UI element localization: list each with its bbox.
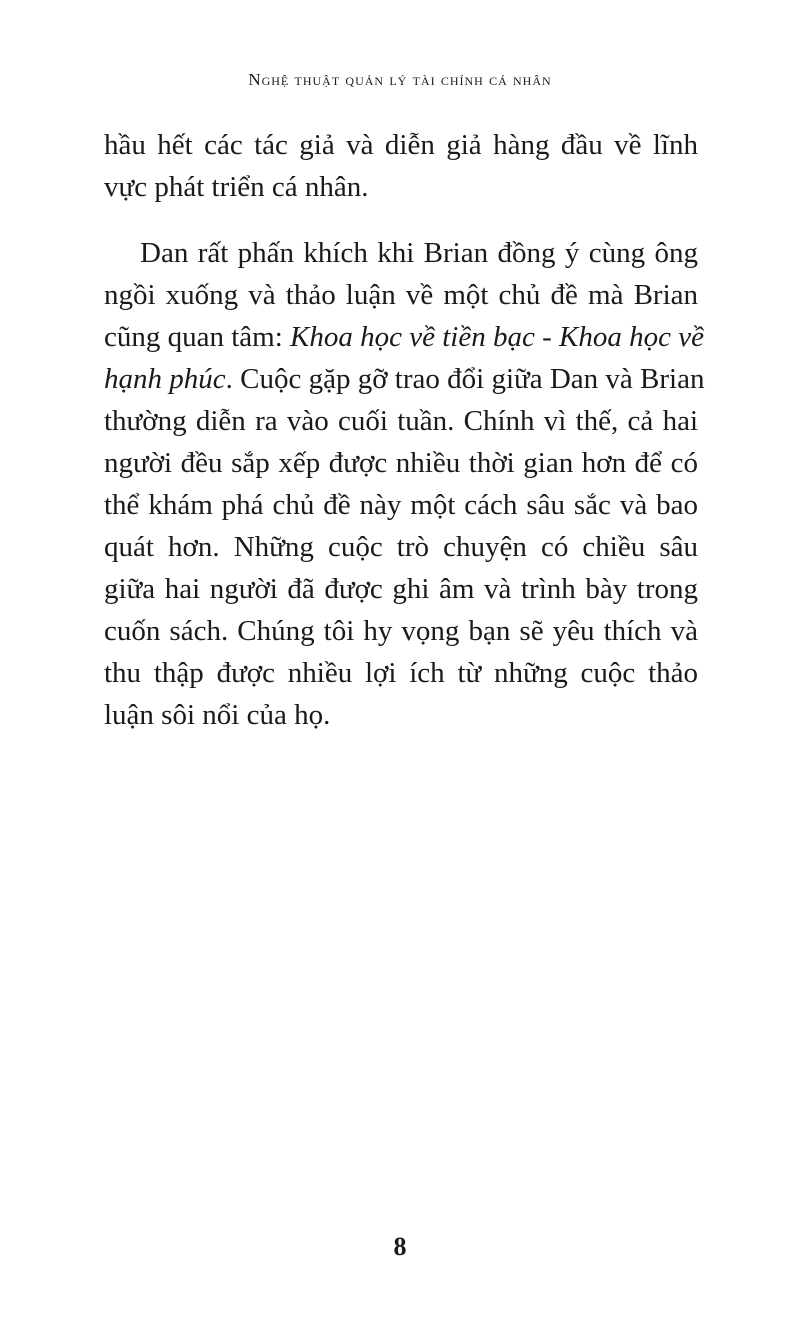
- paragraph-1: [104, 124, 698, 208]
- paragraph-1-line-1: hầu hết các tác giả và diễn giả hàng đầu về lĩnh: [104, 129, 698, 161]
- paragraph-2-line-4-plain: . Cuộc gặp gỡ trao đổi giữa Dan và Brian: [225, 363, 705, 395]
- paragraph-2-line-6: người đều sắp xếp được nhiều thời gian hơn để có: [104, 447, 698, 479]
- paragraph-2-line-10: cuốn sách. Chúng tôi hy vọng bạn sẽ yêu thích và: [104, 615, 698, 647]
- paragraph-2-line-3: [104, 316, 704, 358]
- paragraph-2-line-12: luận sôi nổi của họ.: [104, 699, 331, 731]
- paragraph-2-line-5: thường diễn ra vào cuối tuần. Chính vì thế, cả hai: [104, 405, 698, 437]
- book-title-italic-part-2: hạnh phúc: [104, 363, 226, 395]
- paragraph-2: [104, 232, 705, 736]
- paragraph-2-line-9: giữa hai người đã được ghi âm và trình bày trong: [104, 573, 698, 605]
- paragraph-2-line-3-plain: cũng quan tâm:: [104, 321, 291, 353]
- book-title-italic-part-1: Khoa học về tiền bạc - Khoa học về: [290, 321, 704, 353]
- paragraph-2-line-4: [104, 358, 705, 400]
- paragraph-2-line-1: Dan rất phấn khích khi Brian đồng ý cùng ông: [140, 237, 698, 269]
- paragraph-2-line-7: thể khám phá chủ đề này một cách sâu sắc và bao: [104, 489, 698, 521]
- paragraph-1-line-2: vực phát triển cá nhân.: [104, 171, 369, 203]
- paragraph-2-line-11: thu thập được nhiều lợi ích từ những cuộc thảo: [104, 657, 698, 689]
- paragraph-gap: [104, 208, 698, 232]
- paragraph-2-line-2: ngồi xuống và thảo luận về một chủ đề mà Brian: [104, 279, 698, 311]
- page-number: 8: [393, 1232, 407, 1261]
- running-header-title: Nghệ thuật quản lý tài chính cá nhân: [248, 70, 552, 89]
- body-text: [104, 124, 705, 736]
- paragraph-2-line-8: quát hơn. Những cuộc trò chuyện có chiều sâu: [104, 531, 698, 563]
